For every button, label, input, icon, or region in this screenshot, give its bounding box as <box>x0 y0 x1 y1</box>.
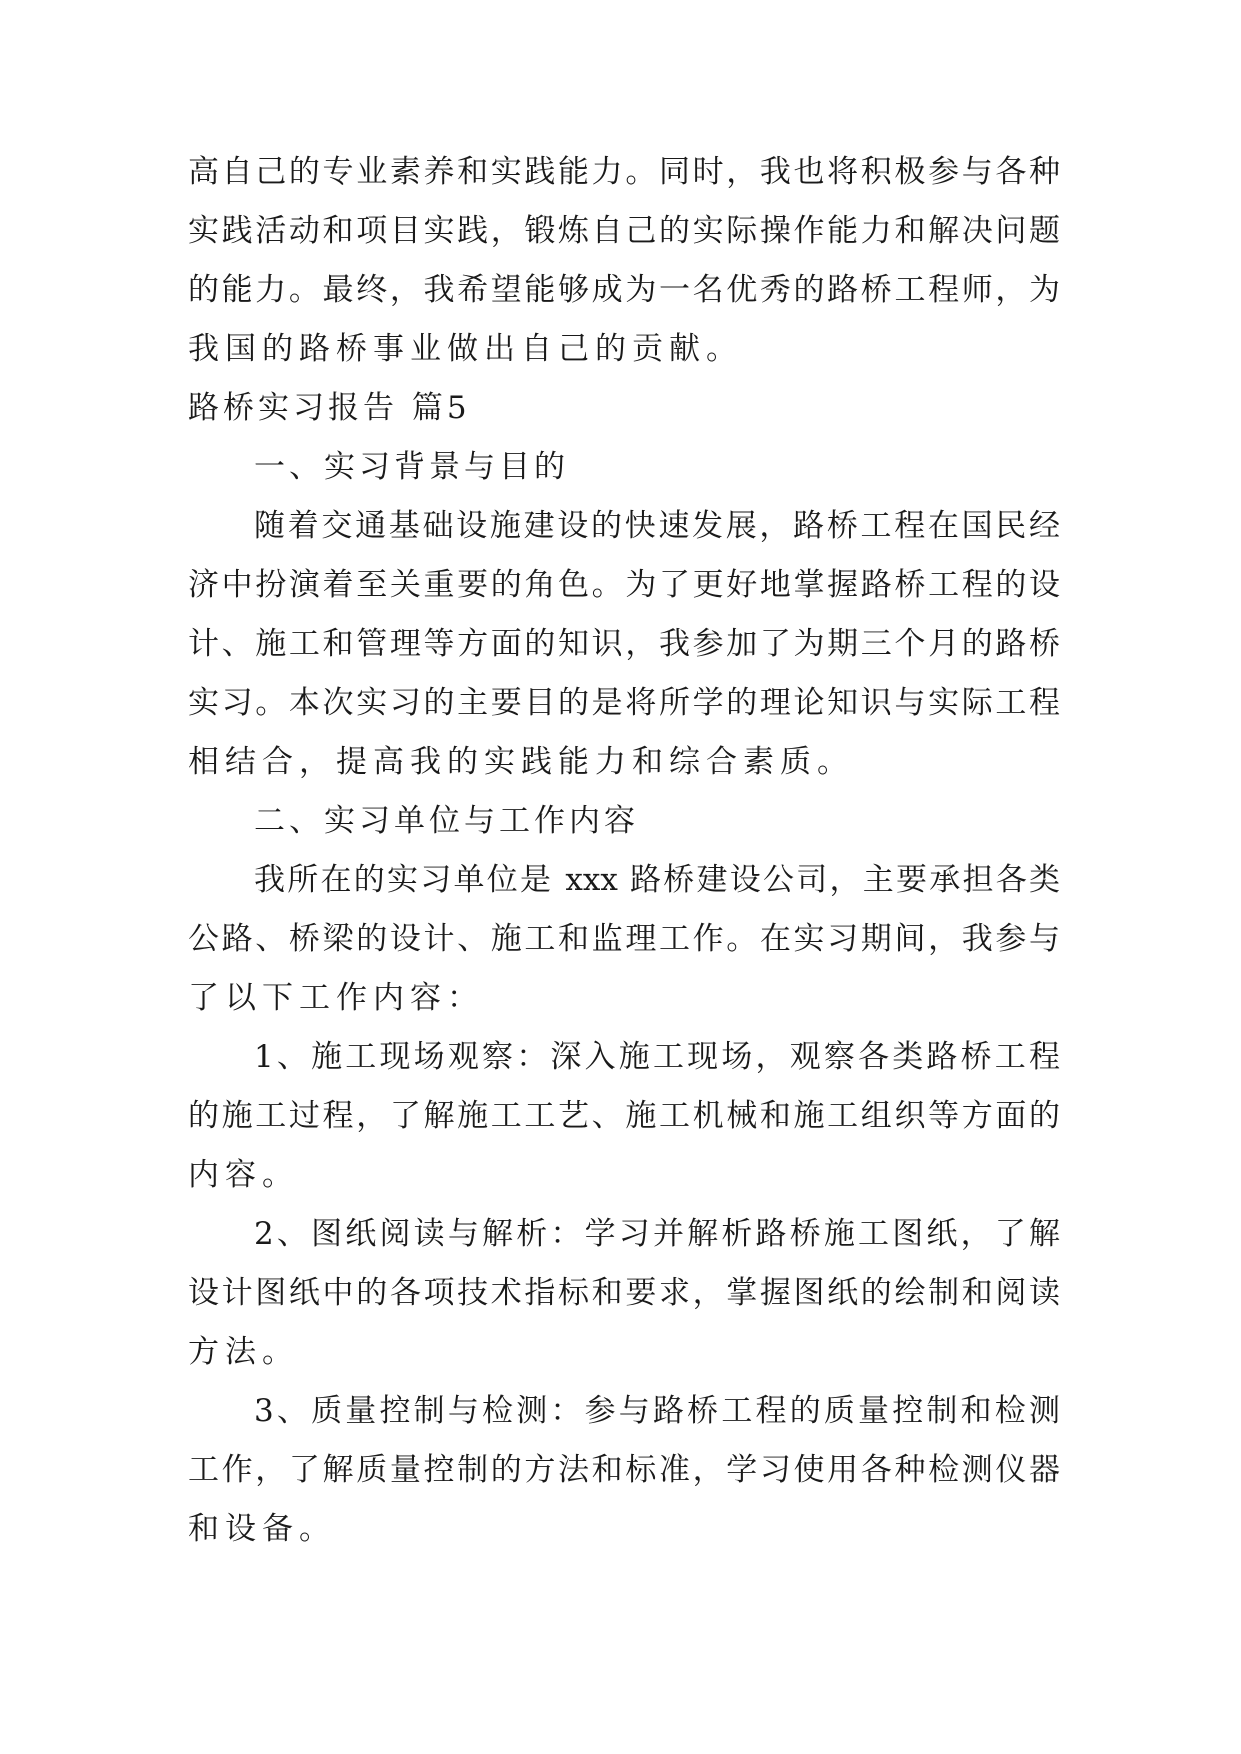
body-line: 方法。 <box>188 1334 299 1370</box>
section-title: 路桥实习报告 篇5 <box>188 390 471 426</box>
body-line: 和设备。 <box>188 1511 336 1547</box>
list-item-first-line: 2、图纸阅读与解析：学习并解析路桥施工图纸，了解 <box>254 1216 1060 1252</box>
subsection-heading: 二、实习单位与工作内容 <box>254 803 639 839</box>
body-line: 了以下工作内容： <box>188 980 484 1016</box>
subsection-heading: 一、实习背景与目的 <box>254 449 569 485</box>
body-line: 设计图纸中的各项技术指标和要求，掌握图纸的绘制和阅读 <box>188 1275 1060 1311</box>
body-line: 相结合，提高我的实践能力和综合素质。 <box>188 744 854 780</box>
body-line: 实习。本次实习的主要目的是将所学的理论知识与实际工程 <box>188 685 1060 721</box>
body-line: 我国的路桥事业做出自己的贡献。 <box>188 331 743 367</box>
body-line: 高自己的专业素养和实践能力。同时，我也将积极参与各种 <box>188 154 1060 190</box>
paragraph-first-line: 我所在的实习单位是 xxx 路桥建设公司，主要承担各类 <box>254 862 1060 898</box>
body-line: 实践活动和项目实践，锻炼自己的实际操作能力和解决问题 <box>188 213 1060 249</box>
body-line: 内容。 <box>188 1157 299 1193</box>
list-item-first-line: 3、质量控制与检测：参与路桥工程的质量控制和检测 <box>254 1393 1060 1429</box>
body-line: 计、施工和管理等方面的知识，我参加了为期三个月的路桥 <box>188 626 1060 662</box>
paragraph-first-line: 随着交通基础设施建设的快速发展，路桥工程在国民经 <box>254 508 1060 544</box>
body-line: 的能力。最终，我希望能够成为一名优秀的路桥工程师，为 <box>188 272 1060 308</box>
body-line: 公路、桥梁的设计、施工和监理工作。在实习期间，我参与 <box>188 921 1060 957</box>
list-item-first-line: 1、施工现场观察：深入施工现场，观察各类路桥工程 <box>254 1039 1060 1075</box>
body-line: 济中扮演着至关重要的角色。为了更好地掌握路桥工程的设 <box>188 567 1060 603</box>
body-line: 工作，了解质量控制的方法和标准，学习使用各种检测仪器 <box>188 1452 1060 1488</box>
body-line: 的施工过程，了解施工工艺、施工机械和施工组织等方面的 <box>188 1098 1060 1134</box>
